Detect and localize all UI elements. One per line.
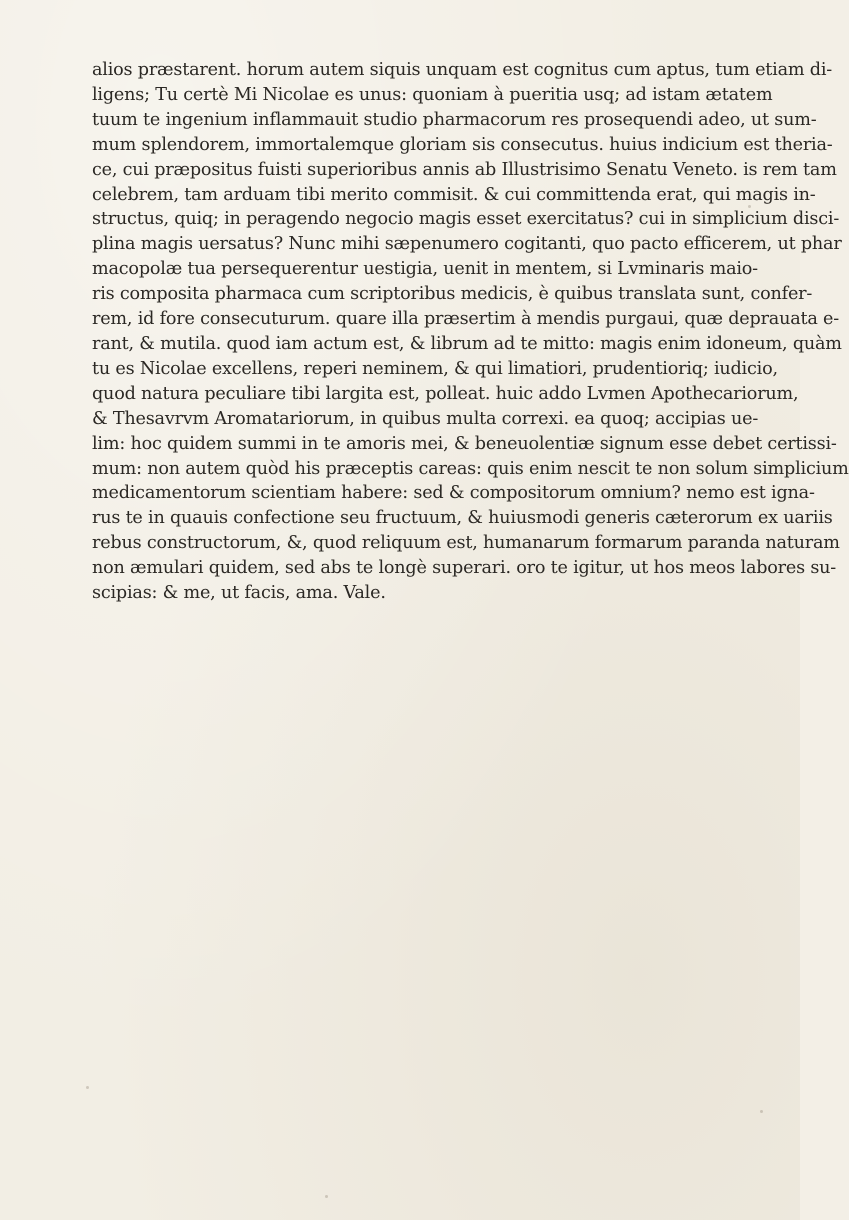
paper-speck bbox=[748, 205, 751, 208]
text-line-closing: scipias: & me, ut facis, ama. Vale. bbox=[92, 583, 386, 604]
text-line: alios præstarent. horum autem siquis unquam est cognitus cum aptus, tum etiam di- bbox=[92, 60, 833, 80]
text-line: tu es Nicolae excellens, reperi neminem, & qui limatiori, prudentioriq; iudicio, bbox=[92, 358, 778, 379]
text-line: celebrem, tam arduam tibi merito commisit. & cui committenda erat, qui magis in- bbox=[92, 184, 816, 205]
text-line: medicamentorum scientiam habere: sed & compositorum omnium? nemo est igna- bbox=[92, 483, 815, 504]
letter-text bbox=[92, 58, 849, 606]
paper-speck bbox=[86, 1086, 89, 1089]
text-line: & Thesavrvm Aromatariorum, in quibus multa correxi. ea quoq; accipias ue- bbox=[92, 408, 759, 429]
text-line: structus, quiq; in peragendo negocio magis esset exercitatus? cui in simplicium disci- bbox=[92, 209, 840, 230]
text-line: non æmulari quidem, sed abs te longè superari. oro te igitur, ut hos meos labores su- bbox=[92, 558, 837, 579]
text-line: ce, cui præpositus fuisti superioribus annis ab Illustrisimo Senatu Veneto. is rem tam bbox=[92, 159, 837, 180]
text-line: ris composita pharmaca cum scriptoribus medicis, è quibus translata sunt, confer- bbox=[92, 284, 813, 305]
text-line: rem, id fore consecuturum. quare illa præsertim à mendis purgaui, quæ deprauata e- bbox=[92, 309, 840, 330]
text-line: rus te in quauis confectione seu fructuum, & huiusmodi generis cæterorum ex uariis bbox=[92, 508, 833, 529]
text-line: rebus constructorum, &, quod reliquum est, humanarum formarum paranda naturam bbox=[92, 533, 840, 554]
text-line: ligens; Tu certè Mi Nicolae es unus: quoniam à pueritia usq; ad istam ætatem bbox=[92, 84, 773, 105]
paper-speck bbox=[325, 1195, 328, 1198]
text-line: lim: hoc quidem summi in te amoris mei, & beneuolentiæ signum esse debet certissi- bbox=[92, 433, 837, 454]
text-line: tuum te ingenium inflammauit studio pharmacorum res prosequendi adeo, ut sum- bbox=[92, 109, 817, 130]
text-line: mum: non autem quòd his præceptis careas: quis enim nescit te non solum simplicium bbox=[92, 458, 849, 479]
text-line: plina magis uersatus? Nunc mihi sæpenumero cogitanti, quo pacto efficerem, ut phar bbox=[92, 234, 842, 255]
text-line: mum splendorem, immortalemque gloriam sis consecutus. huius indicium est theria- bbox=[92, 134, 833, 155]
text-line: quod natura peculiare tibi largita est, polleat. huic addo Lvmen Apothecariorum, bbox=[92, 383, 799, 404]
text-line: macopolæ tua persequerentur uestigia, uenit in mentem, si Lvminaris maio- bbox=[92, 259, 758, 280]
paper-speck bbox=[760, 1110, 763, 1113]
text-line: rant, & mutila. quod iam actum est, & librum ad te mitto: magis enim idoneum, quàm bbox=[92, 333, 842, 354]
